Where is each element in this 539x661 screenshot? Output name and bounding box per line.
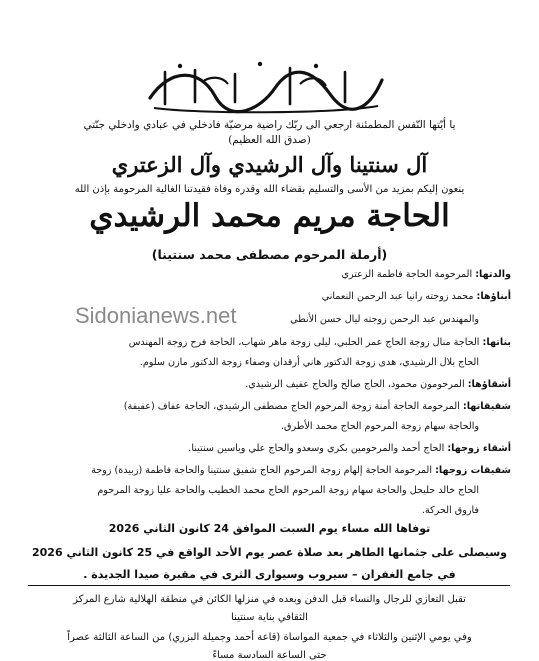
relative-label: بناتها: xyxy=(482,337,511,348)
divider xyxy=(28,585,510,586)
relative-husband-sisters-line2: الحاج خالد حليحل والحاجة سهام زوجة المرحوم الحاج محمد الخطيب والحاجة عليا زوجة المرحوم xyxy=(97,485,479,496)
condolences-line-2: الثقافي بناية سنتينا xyxy=(231,612,308,623)
relative-sisters xyxy=(21,400,511,414)
relative-daughters xyxy=(21,336,511,350)
funeral-line-2: في جامع الغفران – سيروب وسيوارى الثرى في مقبرة صيدا الجديدة . xyxy=(83,568,456,581)
condolences-line-4: حتى الساعة السادسة مساءً xyxy=(212,650,327,661)
condolences-line-1: تقبل التعازي للرجال والنساء قبل الدفن وبعده في منزلها الكائن في منطقة الهلالية شارع المركز xyxy=(73,594,466,605)
death-notice: توفاها الله مساء يوم السبت الموافق 24 كانون الثاني 2026 xyxy=(108,522,431,535)
relative-label: أشقاء زوجها: xyxy=(447,443,511,454)
widow-of-line: (أرملة المرحوم مصطفى محمد سنتينا) xyxy=(151,247,388,262)
relative-brothers xyxy=(21,378,511,392)
relative-label: أشقاؤها: xyxy=(467,379,511,390)
condolences-line-3: وفي يومي الإثنين والثلاثاء في جمعية المواساة (قاعة أحمد وجميلة البزري) من الساعة الثالثة عصراً xyxy=(67,632,472,643)
calligraphy-logo xyxy=(140,58,390,116)
verse-attribution: (صدق الله العظيم) xyxy=(228,134,311,146)
relative-label: شقيقات زوجها: xyxy=(435,465,511,476)
relative-text: المرحومة الحاجة إلهام زوجة المرحوم الحاج شفيق سنتينا والحاجة فاطمة (زبيدة) زوجة xyxy=(91,465,433,476)
relative-text: محمد زوجته رانيا عبد الرحمن النعماني xyxy=(321,291,474,302)
relative-label: والدتها: xyxy=(475,269,511,280)
relative-daughters-line2: الحاج بلال الرشيدي، هدى زوجة الدكتور هاني أرقدان وصفاء زوجة الدكتور مازن سلوم. xyxy=(139,357,479,368)
relative-text: الحاج أحمد والمرحومين بكري وسعدو والحاج علي وياسين سنتينا. xyxy=(188,443,445,454)
relative-husband-sisters xyxy=(21,464,511,478)
relative-text: الحاجة منال زوجة الحاج عمر الحلبي، ليلى زوجة ماهر شهاب، الحاجة فرح زوجة المهندس xyxy=(128,337,480,348)
families-heading: آل سنتينا وآل الرشيدي وآل الزعتري xyxy=(111,152,428,177)
relative-husband-sisters-line3: فاروق الحركة. xyxy=(421,505,479,516)
relative-text: المرحومون محمود، الحاج صالح والحاج عفيف الرشيدي. xyxy=(245,379,465,390)
deceased-name: الحاجة مريم محمد الرشيدي xyxy=(89,198,450,234)
relative-label: أبناؤها: xyxy=(476,291,511,302)
announcement-line: ينعون إليكم بمزيد من الأسى والتسليم بقضاء الله وقدره وفاة فقيدتنا الغالية المرحومة بإذن الله xyxy=(74,184,465,195)
relative-mother xyxy=(21,268,511,282)
relative-sons xyxy=(21,290,511,304)
funeral-line-1: وسيصلى على جثمانها الطاهر بعد صلاة عصر يوم الأحد الواقع في 25 كانون الثاني 2026 xyxy=(32,546,507,559)
relative-text: المرحومة الحاجة فاطمة الزعتري xyxy=(341,269,473,280)
relative-husband-brothers xyxy=(21,442,511,456)
quran-verse: يا أيّتها النّفس المطمئنة ارجعي الى ربّك راضية مرضيّة فادخلي في عبادي وادخلي جنّتي xyxy=(83,119,456,131)
watermark: Sidonianews.net xyxy=(75,303,237,328)
calligraphy-header xyxy=(140,58,390,116)
relative-label: شقيقاتها: xyxy=(462,401,511,412)
relative-sisters-line2: والحاجة سهام زوجة المرحوم الحاج محمد الأطرق. xyxy=(281,421,479,432)
relative-text: المرحومة الحاجة أمنة زوجة المرحوم الحاج مصطفى الرشيدي، الحاجة عفاف (عفيفة) xyxy=(123,401,460,412)
relative-sons-line2: والمهندس عبد الرحمن زوجته ليال حسن الأنطي xyxy=(290,314,479,325)
